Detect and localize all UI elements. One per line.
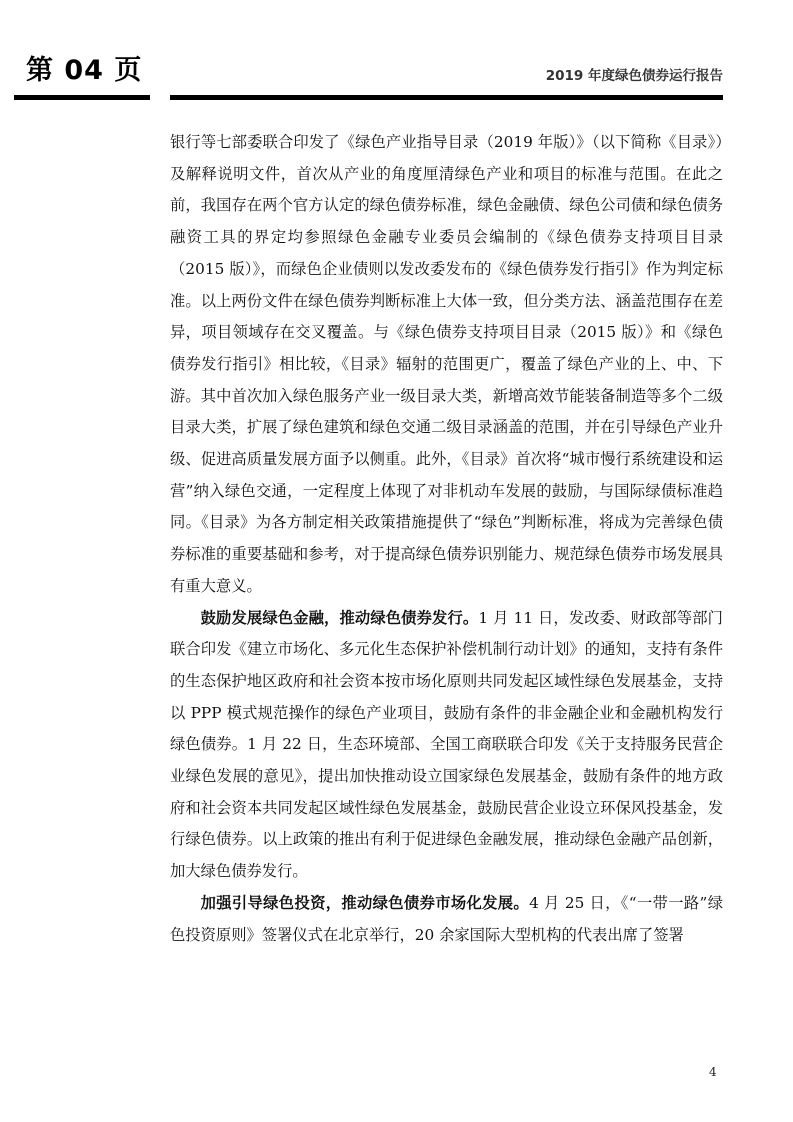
paragraph-lead-heading: 鼓励发展绿色金融，推动绿色债券发行。 [200, 608, 479, 627]
paragraph-green-finance [170, 603, 723, 888]
paragraph-catalog: 银行等七部委联合印发了《绿色产业指导目录（2019 年版）》（以下简称《目录》）及解释说明文件，首次从产业的角度厘清绿色产业和项目的标准与范围。在此之前，我国存在两个官方认定的绿色债券标准，绿色金融债、绿色公司债和绿色债务融资工具的界定均参照绿色金融专业委员会编制的《绿色债券支持项目目录（2015 版）》，而绿色企业债则以发改委发布的《绿色债券发行指引》作为判定标准。以上两份文件在绿色债券判断标准上大体一致，但分类方法、涵盖范围存在差异，项目领域存在交叉覆盖。与《绿色债券支持项目目录（2015 版）》和《绿色债券发行指引》相比较，《目录》辐射的范围更广，覆盖了绿色产业的上、中、下游。其中首次加入绿色服务产业一级目录大类，新增高效节能装备制造等多个二级目录大类，扩展了绿色建筑和绿色交通二级目录涵盖的范围，并在引导绿色产业升级、促进高质量发展方面予以侧重。此外，《目录》首次将“城市慢行系统建设和运营”纳入绿色交通，一定程度上体现了对非机动车发展的鼓励，与国际绿债标准趋同。《目录》为各方制定相关政策措施提供了“绿色”判断标准，将成为完善绿色债券标准的重要基础和参考，对于提高绿色债券识别能力、规范绿色债券市场发展具有重大意义。 [170, 133, 723, 595]
paragraph-lead-heading: 加强引导绿色投资，推动绿色债券市场化发展。 [200, 893, 530, 912]
report-title: 2019 年度绿色债券运行报告 [545, 68, 723, 84]
header-rule-right [170, 95, 723, 100]
paragraph-body-text: 4 月 25 日，《“一带一路”绿色投资原则》签署仪式在北京举行，20 余家国际大型机构的代表出席了签署 [170, 893, 723, 944]
document-body [170, 127, 723, 951]
paragraph-green-investment [170, 888, 723, 951]
paragraph-body-text: 1 月 11 日，发改委、财政部等部门联合印发《建立市场化、多元化生态保护补偿机制行动计划》的通知，支持有条件的生态保护地区政府和社会资本按市场化原则共同发起区域性绿色发展基金，支持以 PPP 模式规范操作的绿色产业项目，鼓励有条件的非金融企业和金融机构发行绿色债券。1 月 22 日，生态环境部、全国工商联联合印发《关于支持服务民营企业绿色发展的意见》，提出加快推动设立国家绿色发展基金，鼓励有条件的地方政府和社会资本共同发起区域性绿色发展基金，鼓励民营企业设立环保风投基金，发行绿色债券。以上政策的推出有利于促进绿色金融发展，推动绿色金融产品创新，加大绿色债券发行。 [170, 608, 723, 881]
page-label: 第 04 页 [26, 55, 143, 86]
header-rule-left [14, 95, 150, 100]
page-number: 4 [709, 1065, 717, 1079]
